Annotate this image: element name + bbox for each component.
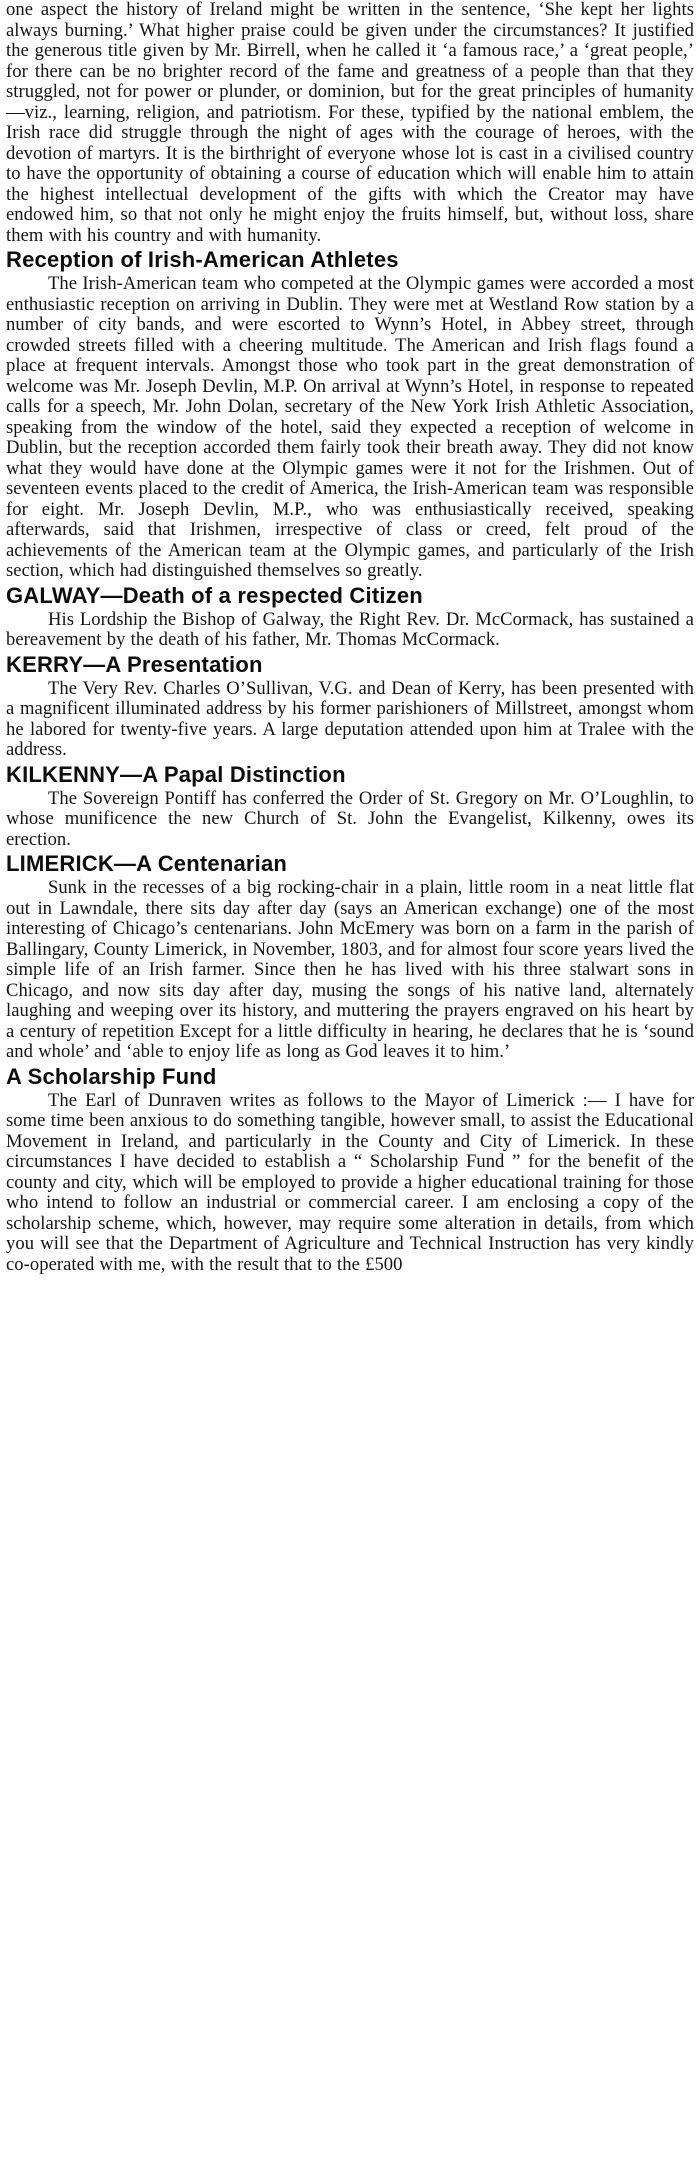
section-scholarship: [6, 1063, 694, 1276]
section-kilkenny: [6, 761, 694, 851]
section-heading-athletes: Reception of Irish-American Athletes: [6, 247, 399, 272]
section-heading-limerick: LIMERICK—A Centenarian: [6, 851, 288, 876]
intro-paragraph: one aspect the history of Ireland might be written in the sentence, ‘She kept her lights always burning.’ What higher praise could be given under the circumstances? It justified the generous title given by Mr. Birrell, when he called it ‘a famous race,’ a ‘great people,’ for there can be no brighter record of the fame and greatness of a people than that they struggled, not for power or plunder, or dominion, but for the great principles of humanity—viz., learning, religion, and patriotism. For these, typified by the national emblem, the Irish race did struggle through the night of ages with the courage of heroes, with the devotion of martyrs. It is the birthright of everyone whose lot is cast in a civilised country to have the opportunity of obtaining a course of education which will enable him to attain the highest intellectual development of the gifts with which the Creator may have endowed him, so that not only he might enjoy the fruits himself, but, without loss, share them with his country and with humanity.: [6, 0, 694, 246]
section-athletes: [6, 246, 694, 582]
section-body-kilkenny: The Sovereign Pontiff has conferred the Order of St. Gregory on Mr. O’Loughlin, to whose munificence the new Church of St. John the Evangelist, Kilkenny, owes its erection.: [6, 787, 694, 850]
section-kerry: [6, 651, 694, 761]
section-galway: [6, 582, 694, 651]
section-body-athletes: The Irish-American team who competed at the Olympic games were accorded a most enthusiastic reception on arriving in Dublin. They were met at Westland Row station by a number of city bands, and were escorted to Wynn’s Hotel, in Abbey street, through crowded streets filled with a cheering multitude. The American and Irish flags found a place at frequent intervals. Amongst those who took part in the great demonstration of welcome was Mr. Joseph Devlin, M.P. On arrival at Wynn’s Hotel, in response to repeated calls for a speech, Mr. John Dolan, secretary of the New York Irish Athletic Association, speaking from the window of the hotel, said they expected a reception of welcome in Dublin, but the reception accorded them fairly took their breath away. They did not know what they would have done at the Olympic games were it not for the Irishmen. Out of seventeen events placed to the credit of America, the Irish-American team was responsible for eight. Mr. Joseph Devlin, M.P., who was enthusiastically received, speaking afterwards, said that Irishmen, irrespective of class or creed, felt proud of the achievements of the American team at the Olympic games, and particularly of the Irish section, which had distinguished themselves so greatly.: [6, 273, 694, 581]
section-heading-kerry: KERRY—A Presentation: [6, 651, 263, 677]
section-body-limerick: Sunk in the recesses of a big rocking-chair in a plain, little room in a neat little flat out in Lawndale, there sits day after day (says an American exchange) one of the most interesting of Chicago’s centenarians. John McEmery was born on a farm in the parish of Ballingary, County Limerick, in November, 1803, and for almost four score years lived the simple life of an Irish farmer. Since then he has lived with his three stalwart sons in Chicago, and now sits day after day, musing the songs of his native land, alternately laughing and weeping over its history, and muttering the prayers engraved on his heart by a century of repetition Except for a little difficulty in hearing, he declares that he is ‘sound and whole’ and ‘able to enjoy life as long as God leaves it to him.’: [6, 877, 694, 1062]
section-heading-scholarship: A Scholarship Fund: [6, 1063, 217, 1089]
section-body-kerry: The Very Rev. Charles O’Sullivan, V.G. and Dean of Kerry, has been presented with a magnificent illuminated address by his former parishioners of Millstreet, amongst whom he labored for twenty-five years. A large deputation attended upon him at Tralee with the address.: [6, 677, 694, 760]
section-limerick: [6, 850, 694, 1063]
section-body-scholarship: The Earl of Dunraven writes as follows to the Mayor of Limerick :— I have for some time been anxious to do something tangible, however small, to assist the Educational Movement in Ireland, and particularly in the County and City of Limerick. In these circumstances I have decided to establish a “ Scholarship Fund ” for the benefit of the county and city, which will be employed to provide a higher educational training for those who intend to follow an industrial or commercial career. I am enclosing a copy of the scholarship scheme, which, however, may require some alteration in details, from which you will see that the Department of Agriculture and Technical Instruction has very kindly co-operated with me, with the result that to the £500: [6, 1089, 694, 1275]
section-body-galway: His Lordship the Bishop of Galway, the Right Rev. Dr. McCormack, has sustained a bereavement by the death of his father, Mr. Thomas McCormack.: [6, 608, 694, 650]
section-heading-galway: GALWAY—Death of a respected Citizen: [6, 582, 423, 608]
section-heading-kilkenny: KILKENNY—A Papal Distinction: [6, 761, 346, 787]
